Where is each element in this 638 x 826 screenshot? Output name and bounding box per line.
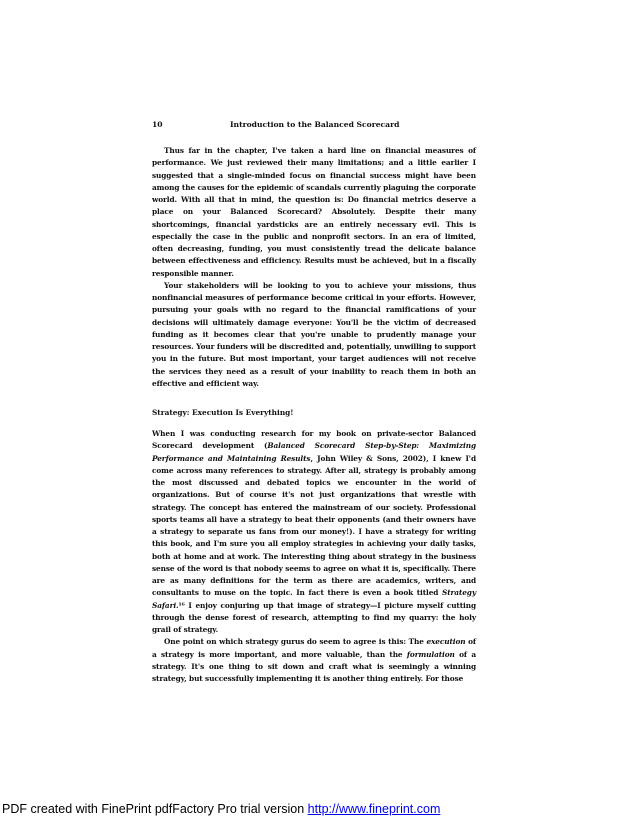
text-run: When I was conducting research for my book on private-sector Balanced Scorecard development ( [152, 429, 476, 451]
paragraph-financial-measures: Thus far in the chapter, I've taken a hard line on financial measures of performance. We just reviewed their many limitations; and a little earlier I suggested that a single-minded focus on financial success might have been among the causes for the epidemic of scandals currently plaguing the corporate world. With all that in mind, the question is: Do financial metrics deserve a place on your Balanced Scorecard? Absolutely. Despite their many shortcomings, financial yardsticks are an entirely necessary evil. This is especially the case in the public and nonprofit sectors. In an era of limited, often decreasing, funding, you must consistently tread the delicate balance between effectiveness and efficiency. Results must be achieved, but in a fiscally responsible manner. [152, 146, 476, 278]
pdf-footer [2, 802, 440, 816]
text-run: of a strategy. It's one thing to sit down and craft what is seemingly a winning strategy, but successfully implementing it is another thing entirely. For those [152, 649, 476, 683]
text-run: of a strategy is more important, and more valuable, than the [152, 637, 476, 659]
book-title: Strategy Safari [152, 588, 476, 610]
text-run: , John Wiley & Sons, 2002), I knew I'd come across many references to strategy. After all, strategy is probably among the most discussed and debated topics we encounter in the world of organizations. But of course it's not just organizations that wrestle with strategy. The concept has entered the mainstream of our society. Professional sports teams all have a strategy to beat their opponents (and their owners have a strategy to separate us fans from our money!). I have a strategy for writing this book, and I'm sure you all employ strategies in achieving your daily tasks, both at home and at work. The interesting thing about strategy in the business sense of the word is that nobody seems to agree on what it is, specifically. There are as many definitions for the term as there are academics, writers, and consultants to muse on the topic. In fact there is even a book titled [152, 453, 476, 598]
paragraph-strategy-research [152, 428, 476, 636]
paragraph-stakeholders: Your stakeholders will be looking to you to achieve your missions, thus nonfinancial measures of performance become critical in your efforts. However, pursuing your goals with no regard to the financial ramifications of your decisions will ultimately damage everyone: You'll be the victim of decreased funding as it becomes clear that you're unable to prudently manage your resources. Your funders will be discredited and, potentially, unwilling to support you in the future. But most important, your target audiences will not receive the services they need as a result of your inability to reach them in both an effective and efficient way. [152, 280, 476, 388]
footer-link[interactable]: http://www.fineprint.com [307, 802, 441, 816]
page-number: 10 [152, 120, 163, 129]
book-title: Balanced Scorecard Step-by-Step: Maximizing Performance and Maintaining Results [152, 441, 476, 463]
running-title: Introduction to the Balanced Scorecard [230, 120, 400, 129]
footer-text: PDF created with FinePrint pdfFactory Pro trial version [2, 802, 308, 816]
running-head [152, 120, 476, 129]
paragraph-execution [152, 636, 476, 685]
section-heading: Strategy: Execution Is Everything! [152, 408, 294, 417]
page-content [152, 120, 476, 685]
emphasis: formulation [406, 649, 455, 659]
text-run: .¹⁶ I enjoy conjuring up that image of strategy—I picture myself cutting through the dense forest of research, attempting to find my quarry: the holy grail of strategy. [152, 600, 476, 634]
text-run: One point on which strategy gurus do seem to agree is this: The [164, 637, 427, 647]
emphasis: execution [426, 637, 466, 647]
